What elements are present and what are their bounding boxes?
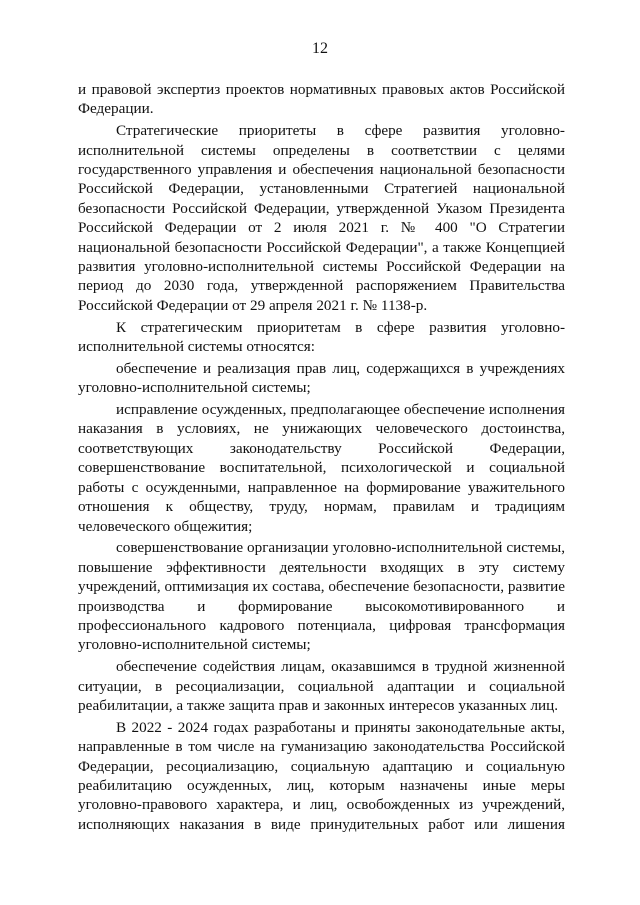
list-item-correction: исправление осужденных, предполагающее обеспечение исполнения наказания в условиях, не унижающих человеческого достоинства, соответствующих законодательству Российской Федерации, совершенствование воспитательной, психологической и социальной работы с осужденными, направленное на формирование уважительного отношения к обществу, труду, нормам, правилам и традициям человеческого общежития; xyxy=(78,401,565,535)
list-item-assistance: обеспечение содействия лицам, оказавшимся в трудной жизненной ситуации, в ресоциализации, социальной адаптации и социальной реабилитации, а также защита прав и законных интересов указанных лиц. xyxy=(78,658,565,714)
document-body xyxy=(78,80,565,834)
list-item-rights: обеспечение и реализация прав лиц, содержащихся в учреждениях уголовно-исполнительной системы; xyxy=(78,359,565,397)
paragraph-strategic-priorities: Стратегические приоритеты в сфере развития уголовно-исполнительной системы определены в соответствии с целями государственного управления и обеспечения национальной безопасности Российской Федерации, установленными Стратегией национальной безопасности Российской Федерации, утвержденной Указом Президента Российской Федерации от 2 июля 2021 г. № 400 "О Стратегии национальной безопасности Российской Федерации", а также Концепцией развития уголовно-исполнительной системы Российской Федерации на период до 2030 года, утвержденной распоряжением Правительства Российской Федерации от 29 апреля 2021 г. № 1138-р. xyxy=(78,122,565,314)
paragraph-legislation-2022-2024: В 2022 - 2024 годах разработаны и приняты законодательные акты, направленные в том числе на гуманизацию законодательства Российской Федерации, ресоциализацию, социальную адаптацию и социальную реабилитацию осужденных, лиц, которым назначены иные меры уголовно-правового характера, и лиц, освобожденных из учреждений, исполняющих наказания в виде принудительных работ или лишения xyxy=(78,718,565,833)
list-item-organization: совершенствование организации уголовно-исполнительной системы, повышение эффективности деятельности входящих в эту систему учреждений, оптимизация их состава, обеспечение безопасности, развитие производства и формирование высокомотивированного и профессионального кадрового потенциала, цифровая трансформация уголовно-исполнительной системы; xyxy=(78,539,565,654)
page-number: 12 xyxy=(312,40,328,57)
paragraph-continuation: и правовой экспертиз проектов нормативных правовых актов Российской Федерации. xyxy=(78,81,565,118)
paragraph-priorities-intro: К стратегическим приоритетам в сфере развития уголовно-исполнительной системы относятся: xyxy=(78,318,565,356)
